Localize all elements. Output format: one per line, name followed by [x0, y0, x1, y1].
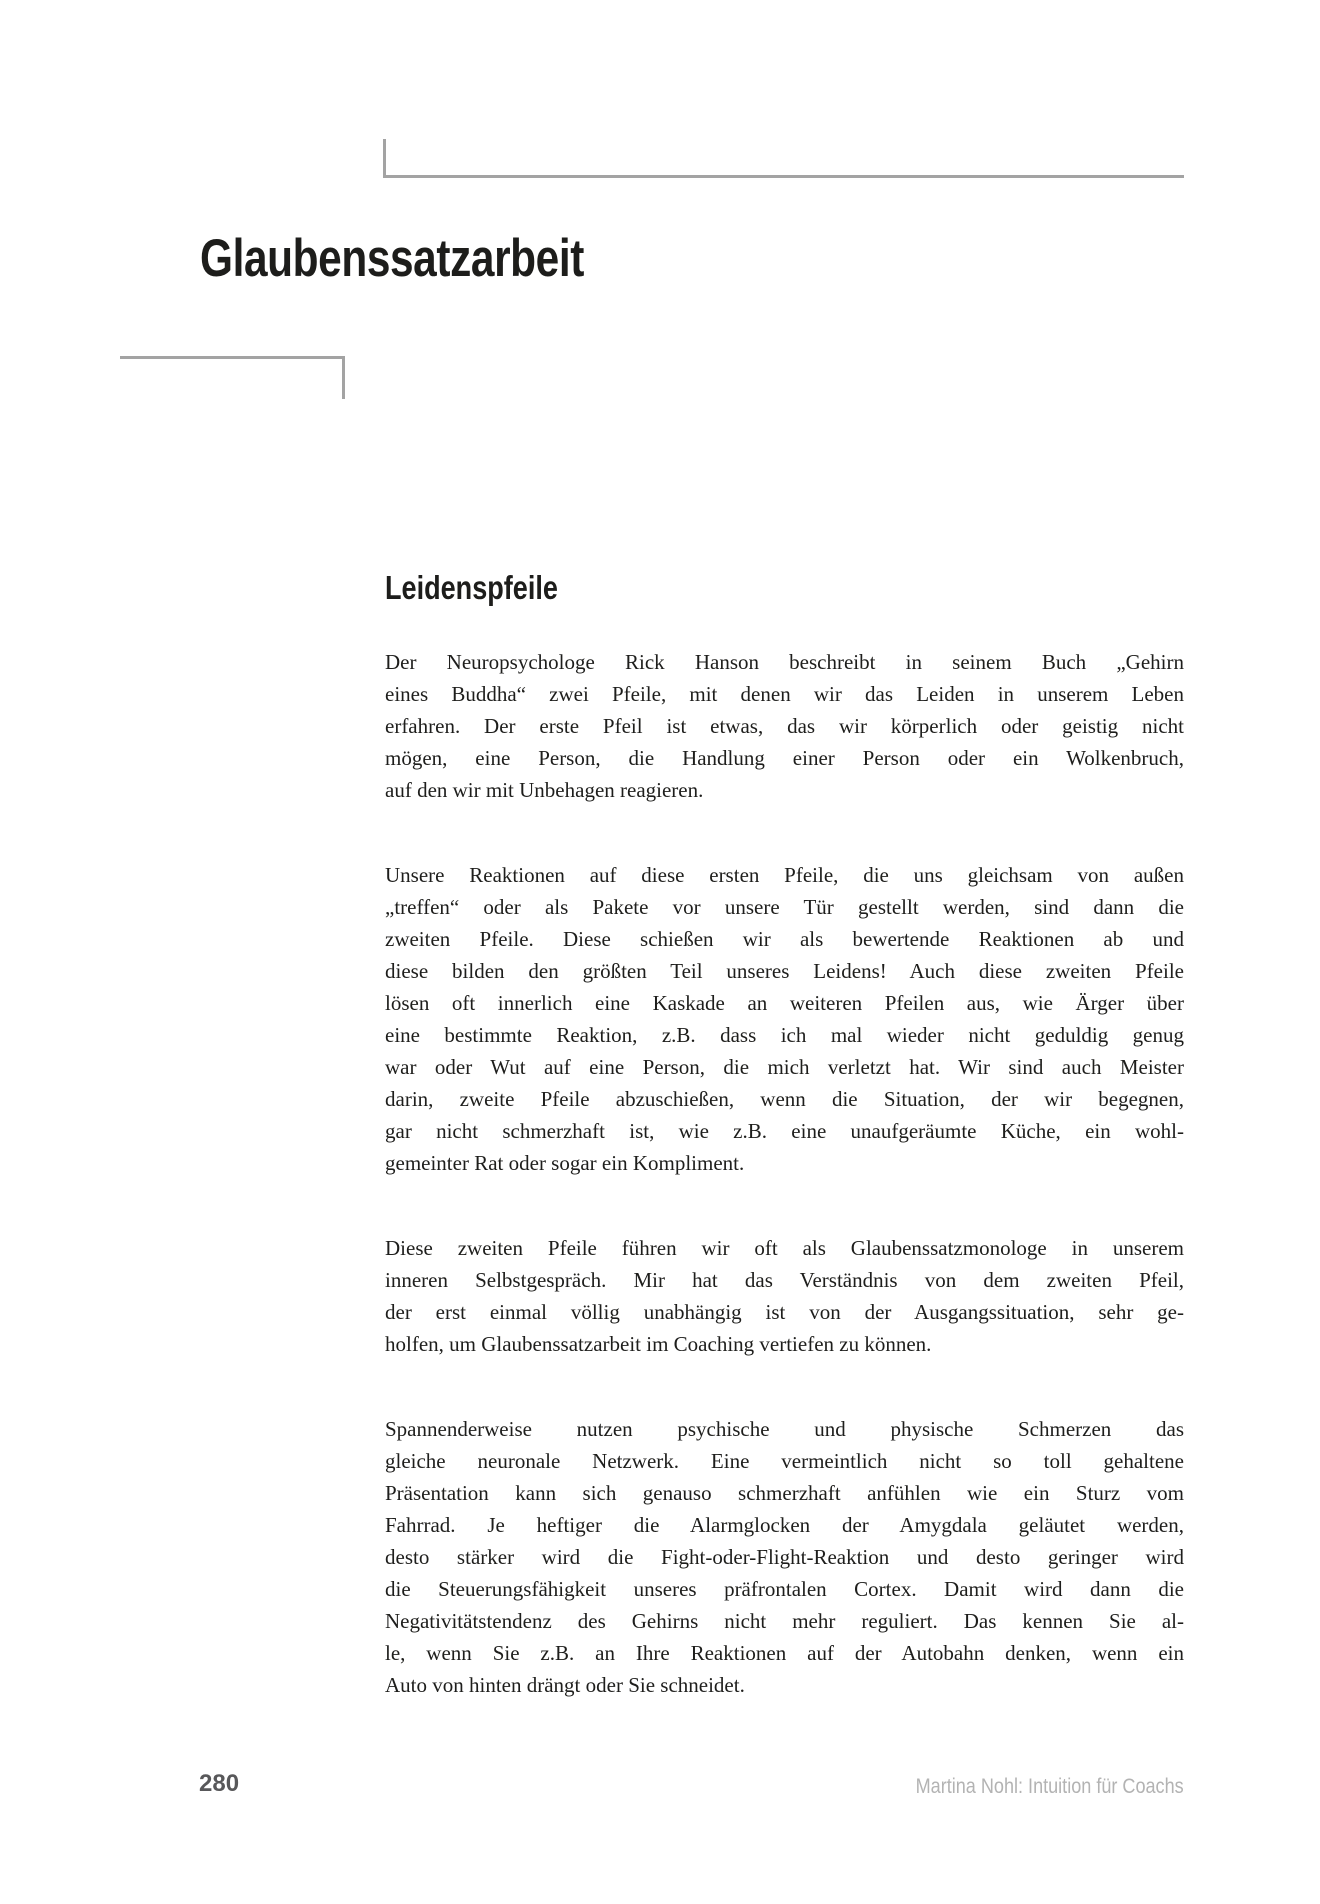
text-line: Der Neuropsychologe Rick Hanson beschreibt in seinem Buch „Gehirn [385, 650, 1184, 674]
text-line: eines Buddha“ zwei Pfeile, mit denen wir das Leiden in unserem Leben [385, 682, 1184, 706]
text-line: Präsentation kann sich genauso schmerzhaft anfühlen wie ein Sturz vom [385, 1481, 1184, 1505]
page-number: 280 [199, 1770, 240, 1797]
footer-credit: Martina Nohl: Intuition für Coachs [915, 1775, 1184, 1798]
chapter-title: Glaubenssatzarbeit [200, 229, 584, 288]
text-line: Unsere Reaktionen auf diese ersten Pfeile, die uns gleichsam von außen [385, 863, 1184, 887]
section-corner-rule-horizontal [120, 356, 345, 359]
text-line: zweiten Pfeile. Diese schießen wir als bewertende Reaktionen ab und [385, 927, 1184, 951]
paragraph [385, 1413, 1184, 1701]
text-line: mögen, eine Person, die Handlung einer Person oder ein Wolkenbruch, [385, 746, 1184, 770]
text-line: gemeinter Rat oder sogar ein Kompliment. [385, 1151, 745, 1175]
section-heading: Leidenspfeile [385, 569, 558, 606]
text-line: holfen, um Glaubenssatzarbeit im Coaching vertiefen zu können. [385, 1332, 932, 1356]
body-text [385, 646, 1184, 1701]
text-line: Diese zweiten Pfeile führen wir oft als Glaubenssatzmonologe in unserem [385, 1236, 1184, 1260]
text-line: lösen oft innerlich eine Kaskade an weiteren Pfeilen aus, wie Ärger über [385, 991, 1184, 1015]
text-line: Negativitätstendenz des Gehirns nicht mehr reguliert. Das kennen Sie al- [385, 1609, 1184, 1633]
paragraph [385, 859, 1184, 1179]
text-line: Fahrrad. Je heftiger die Alarmglocken der Amygdala geläutet werden, [385, 1513, 1184, 1537]
text-line: der erst einmal völlig unabhängig ist von der Ausgangssituation, sehr ge- [385, 1300, 1184, 1324]
text-line: erfahren. Der erste Pfeil ist etwas, das wir körperlich oder geistig nicht [385, 714, 1184, 738]
text-line: die Steuerungsfähigkeit unseres präfrontalen Cortex. Damit wird dann die [385, 1577, 1184, 1601]
chapter-corner-rule-vertical [383, 139, 386, 178]
text-line: „treffen“ oder als Pakete vor unsere Tür gestellt werden, sind dann die [385, 895, 1184, 919]
paragraph [385, 646, 1184, 806]
text-line: inneren Selbstgespräch. Mir hat das Verständnis von dem zweiten Pfeil, [385, 1268, 1184, 1292]
text-line: desto stärker wird die Fight-oder-Flight-Reaktion und desto geringer wird [385, 1545, 1184, 1569]
text-line: auf den wir mit Unbehagen reagieren. [385, 778, 704, 802]
paragraph [385, 1232, 1184, 1360]
text-line: gar nicht schmerzhaft ist, wie z.B. eine unaufgeräumte Küche, ein wohl- [385, 1119, 1184, 1143]
text-line: Spannenderweise nutzen psychische und physische Schmerzen das [385, 1417, 1184, 1441]
text-line: le, wenn Sie z.B. an Ihre Reaktionen auf der Autobahn denken, wenn ein [385, 1641, 1184, 1665]
text-line: gleiche neuronale Netzwerk. Eine vermeintlich nicht so toll gehaltene [385, 1449, 1184, 1473]
text-line: darin, zweite Pfeile abzuschießen, wenn die Situation, der wir begegnen, [385, 1087, 1184, 1111]
text-line: diese bilden den größten Teil unseres Leidens! Auch diese zweiten Pfeile [385, 959, 1184, 983]
text-line: war oder Wut auf eine Person, die mich verletzt hat. Wir sind auch Meister [385, 1055, 1184, 1079]
chapter-corner-rule-horizontal [383, 175, 1184, 178]
text-line: eine bestimmte Reaktion, z.B. dass ich mal wieder nicht geduldig genug [385, 1023, 1184, 1047]
section-corner-rule-vertical [342, 356, 345, 399]
text-line: Auto von hinten drängt oder Sie schneidet. [385, 1673, 745, 1697]
